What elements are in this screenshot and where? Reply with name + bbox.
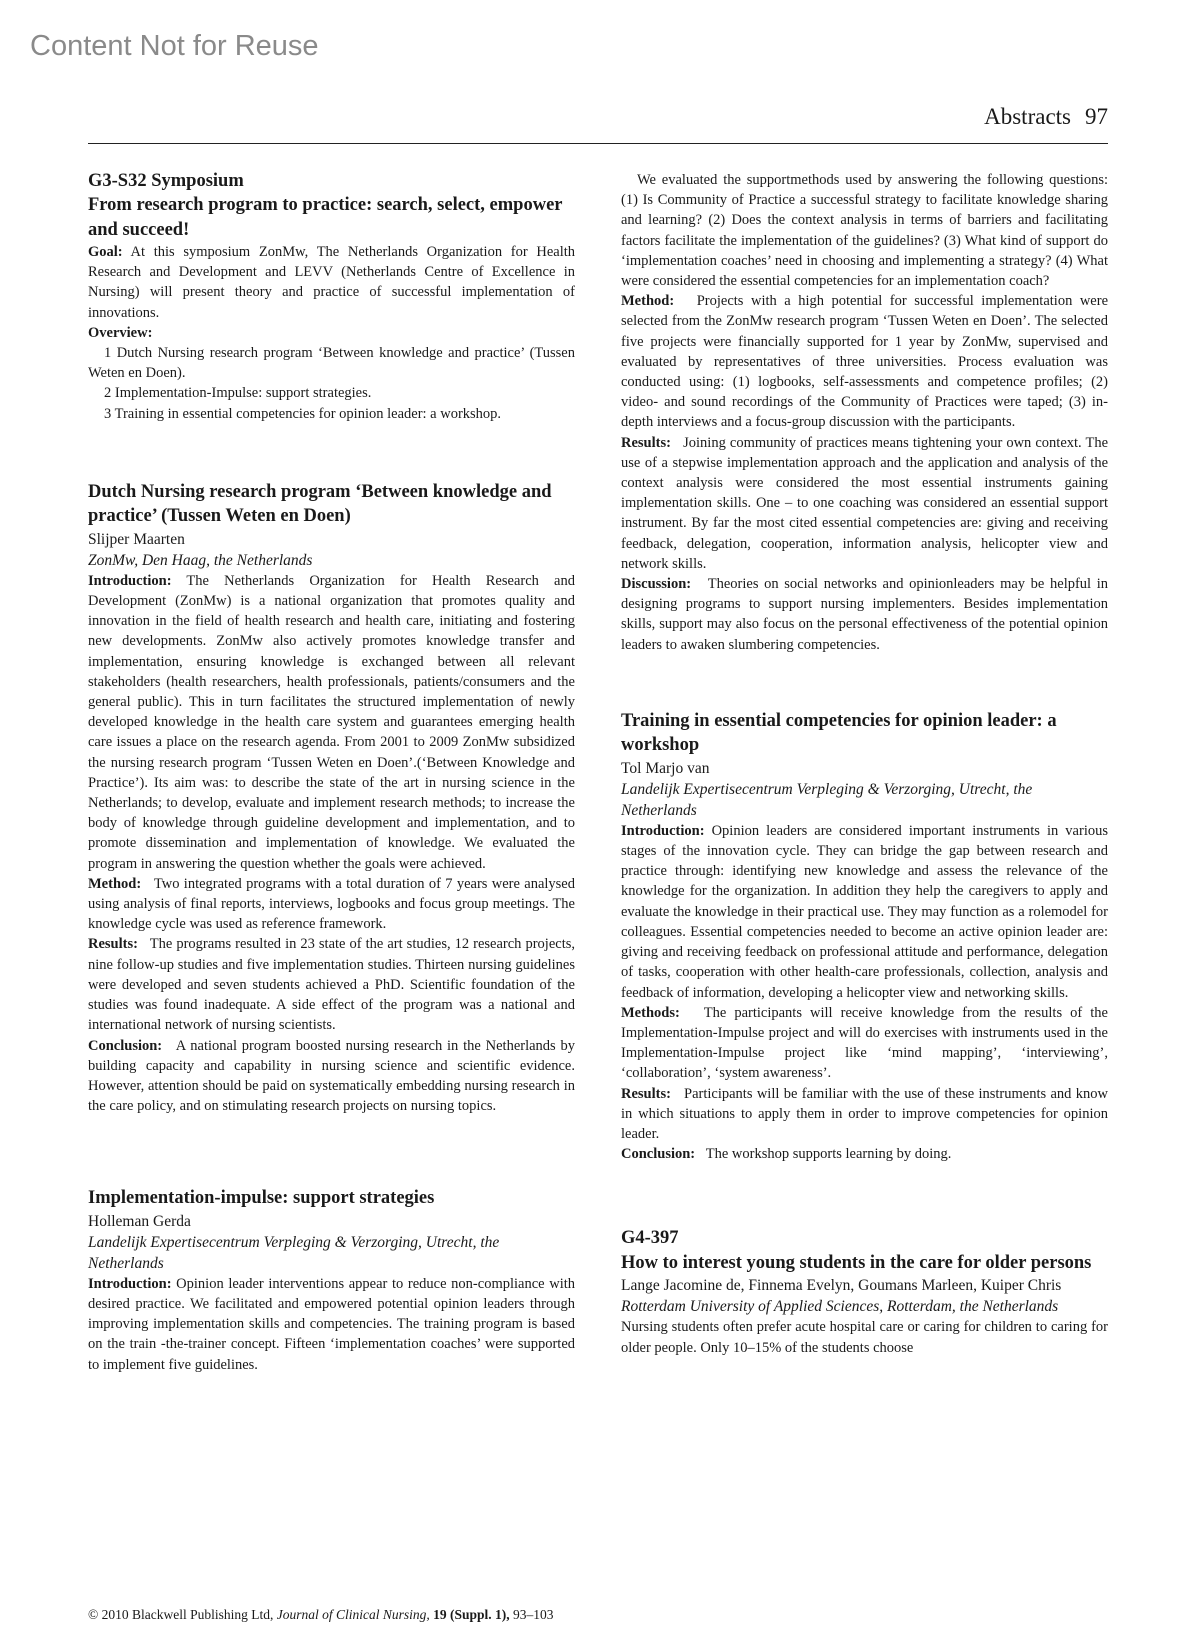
footer-copyright: © 2010 Blackwell Publishing Ltd, [88,1607,274,1622]
footer-suppl: (Suppl. 1), [450,1607,510,1622]
abstract4-introduction: Nursing students often prefer acute hospital care or caring for children to caring for older people. Only 10–15% of the students choose [621,1319,1108,1356]
abstract1-introduction [88,571,575,874]
conclusion-text: A national program boosted nursing research in the Netherlands by building capacity and capability in nursing science and scientific evidence. However, attention should be paid on systematically embedding nursing research in the care policy, and on stimulating research projects on nursing topics. [88,1037,576,1115]
discussion-label: Discussion: [621,576,692,593]
abstract3-methods [621,1003,1108,1084]
overview-label: Overview: [88,324,153,341]
overview-item: 1 Dutch Nursing research program ‘Between knowledge and practice’ (Tussen Weten en Doen). [88,345,575,382]
right-column [621,170,1108,1358]
abstract2-continued: We evaluated the supportmethods used by answering the following questions: (1) Is Community of Practice a successful strategy to facilitate knowledge sharing and learning? (2) Does the context analysis in terms of barriers and facilitating factors facilitate the implementation of the guidelines? (3) What kind of support do ‘implementation coaches’ need in choosing and implementing a strategy? (4) What were considered the essential competencies for an implementation coach? [621,172,1108,290]
method-text: Two integrated programs with a total duration of 7 years were analysed using analysis of final reports, interviews, logbooks and focus group meetings. The knowledge cycle was used as reference framework. [88,875,575,933]
methods-text: The participants will receive knowledge from the results of the Implementation-Impulse project and will do exercises with instruments used in the Implementation-Impulse project like ‘mind mapping’, ‘interviewing’, ‘collaboration’, ‘system awareness’. [621,1004,1108,1082]
intro-label: Introduction: [621,822,705,839]
abstract2-affiliation: Landelijk Expertisecentrum Verpleging & Verzorging, Utrecht, the Netherlands [88,1233,500,1272]
abstract1-results [88,934,575,1035]
header-rule [88,143,1108,144]
abstract1-conclusion [88,1036,575,1117]
abstract4-title: How to interest young students in the care for older persons [621,1252,1092,1273]
footer-journal: Journal of Clinical Nursing, [276,1607,430,1622]
symposium-goal [88,242,575,323]
abstract2-introduction [88,1274,575,1375]
conclusion-label: Conclusion: [88,1037,163,1054]
results-label: Results: [621,1085,671,1102]
results-text: Joining community of practices means tightening your own context. The use of a stepwise implementation approach and the application and analysis of the context analysis were considered the most essential instruments gaining implementation skills. One – to one coaching was considered an essential support instrument. By far the most cited essential competencies are: giving and receiving feedback, delegation, cooperation, information analysis, helicopter view and network skills. [621,434,1109,572]
abstract1-method [88,874,575,935]
goal-label: Goal: [88,244,123,260]
intro-text: The Netherlands Organization for Health Research and Development (ZonMw) is a national organization that promotes quality and innovation in the field of health research and health care, initiating and fostering new developments. ZonMw also actively promotes knowledge transfer and implementation, ensuring knowledge is exchanged between all relevant stakeholders (health researchers, health professionals, patients/consumers and the general public). This in turn facilitates the structured implementation of newly developed knowledge in the health care system and guarantees emerging health care issues a place on the research agenda. From 2001 to 2009 ZonMw subsidized the nursing research program ‘Tussen Weten en Doen’.(‘Between Knowledge and Practice’). Its aim was: to describe the state of the art in nursing science in the Netherlands; to develop, evaluate and implement research methods; to increase the body of knowledge through guideline development and implementation, and to promote dissemination and implementation of knowledge. We evaluated the program in answering the question whether the goals were achieved. [88,572,575,872]
left-column [88,170,575,1375]
abstract1-affiliation: ZonMw, Den Haag, the Netherlands [88,551,313,569]
abstract2-results [621,433,1108,574]
intro-text: Opinion leaders are considered important instruments in various stages of the innovation cycle. They can bridge the gap between research and practice through: identifying new knowledge and assess the relevance of the knowledge for the organization. In addition they help the caregivers to apply and evaluate the knowledge in their practical use. They may function as a rolemodel for colleagues. Essential competencies needed to become an active opinion leader are: giving and receiving feedback on professional attitude and performance, delegation of tasks, cooperation with other health-care professionals, collection, analysis and feedback of information, developing a helicopter view and networking skills. [621,822,1108,1001]
method-text: Projects with a high potential for successful implementation were selected from the ZonMw research program ‘Tussen Weten en Doen’. The selected five projects were financially supported for 1 year by ZonMw, supervised and evaluated by representatives of three universities. Process evaluation was conducted using: (1) logbooks, self-assessments and competence profiles; (2) video- and sound recordings of the Community of Practices were taped; (3) in-depth interviews and a focus-group discussion with the participants. [621,293,1109,431]
abstract2-author: Holleman Gerda [88,1212,191,1230]
abstract4-affiliation: Rotterdam University of Applied Sciences, Rotterdam, the Netherlands [621,1298,1059,1316]
abstract2-discussion [621,574,1108,655]
abstract3-author: Tol Marjo van [621,759,710,777]
abstract1-author: Slijper Maarten [88,530,185,548]
results-text: The programs resulted in 23 state of the art studies, 12 research projects, nine follow-up studies and five implementation studies. Thirteen nursing guidelines were developed and seven students achieved a PhD. Scientific foundation of the studies was found inadequate. A side effect of the program was a national and international network of nursing scientists. [88,936,575,1034]
running-head-section: Abstracts [984,104,1071,129]
results-text: Participants will be familiar with the use of these instruments and know in which situations to apply them in order to improve competencies for opinion leader. [621,1085,1109,1142]
conclusion-text: The workshop supports learning by doing. [705,1146,952,1163]
overview-item: 3 Training in essential competencies for opinion leader: a workshop. [104,405,502,422]
method-label: Method: [621,293,675,310]
abstract4-code: G4-397 [621,1228,679,1249]
abstract3-results [621,1084,1108,1145]
results-label: Results: [621,434,671,451]
symposium-title: From research program to practice: search, select, empower and succeed! [88,195,563,240]
page-footer [88,1607,554,1623]
abstract3-title: Training in essential competencies for opinion leader: a workshop [621,710,1057,756]
intro-label: Introduction: [88,572,172,589]
conclusion-label: Conclusion: [621,1146,696,1163]
watermark: Content Not for Reuse [30,30,319,62]
goal-text: At this symposium ZonMw, The Netherlands Organization for Health Research and Development and LEVV (Netherlands Centre of Excellence in Nursing) will present theory and practice of successful implementation of innovations. [88,244,576,321]
abstract1-title: Dutch Nursing research program ‘Between knowledge and practice’ (Tussen Weten en Doen) [88,481,552,527]
abstract3-introduction [621,821,1108,1003]
abstract2-method [621,291,1108,432]
abstract3-affiliation: Landelijk Expertisecentrum Verpleging & Verzorging, Utrecht, the Netherlands [621,780,1033,819]
intro-text: Opinion leader interventions appear to reduce non-compliance with desired practice. We facilitated and empowered potential opinion leaders through improving implementation skills and competencies. The training program is based on the train -the-trainer concept. Fifteen ‘implementation coaches’ were supported to implement five guidelines. [88,1275,576,1373]
page-number: 97 [1085,104,1108,129]
running-head [984,104,1108,130]
overview-item: 2 Implementation-Impulse: support strategies. [104,385,372,402]
method-label: Method: [88,875,142,892]
footer-pages: 93–103 [513,1607,554,1622]
abstract4-author: Lange Jacomine de, Finnema Evelyn, Goumans Marleen, Kuiper Chris [621,1277,1062,1295]
discussion-text: Theories on social networks and opinionleaders may be helpful in designing programs to support nursing implementers. Besides implementation skills, support may also focus on the personal effectiveness of the potential opinion leaders to awaken slumbering competencies. [621,576,1108,653]
footer-volume: 19 [433,1607,447,1622]
symposium-code: G3-S32 Symposium [88,171,244,191]
results-label: Results: [88,936,138,953]
intro-label: Introduction: [88,1275,172,1292]
methods-label: Methods: [621,1004,680,1021]
abstract2-title: Implementation-impulse: support strategies [88,1188,435,1209]
abstract3-conclusion [621,1144,1108,1164]
